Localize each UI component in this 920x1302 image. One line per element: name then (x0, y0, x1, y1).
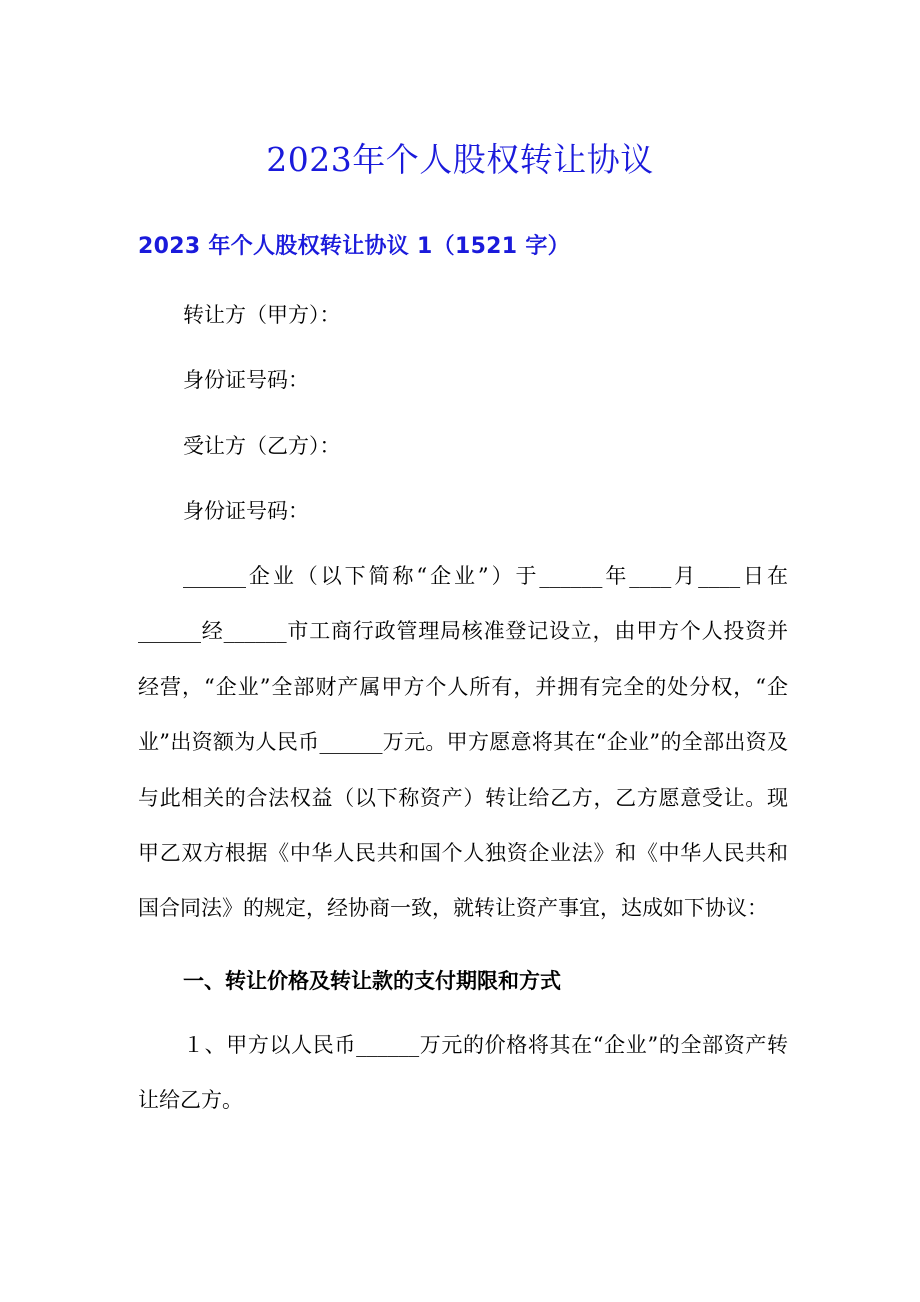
transferor-field: 转让方（甲方）： (183, 303, 341, 327)
intro-paragraph: ______企业（以下简称“企业”）于______年____月____日在______经______市工商行政管理局核准登记设立，由甲方个人投资并经营，“企业”全部财产属甲方个人所有，并拥有完全的处分权，“企业”出资额为人民币______万元。甲方愿意将其在“企业”的全部出资及与此相关的合法权益（以下称资产）转让给乙方，乙方愿意受让。现甲乙双方根据《中华人民共和国个人独资企业法》和《中华人民共和国合同法》的规定，经协商一致，就转让资产事宜，达成如下协议： (138, 564, 788, 921)
clause-1-1: １、甲方以人民币______万元的价格将其在“企业”的全部资产转让给乙方。 (138, 1033, 788, 1113)
section-title: 2023 年个人股权转让协议 1（1521 字） (138, 234, 570, 259)
transferee-field: 受让方（乙方）： (183, 434, 341, 458)
clause-heading-1: 一、转让价格及转让款的支付期限和方式 (183, 969, 561, 993)
transferee-id-field: 身份证号码： (183, 499, 309, 523)
page-title: 2023年个人股权转让协议 (266, 140, 654, 179)
transferor-id-field: 身份证号码： (183, 368, 309, 392)
